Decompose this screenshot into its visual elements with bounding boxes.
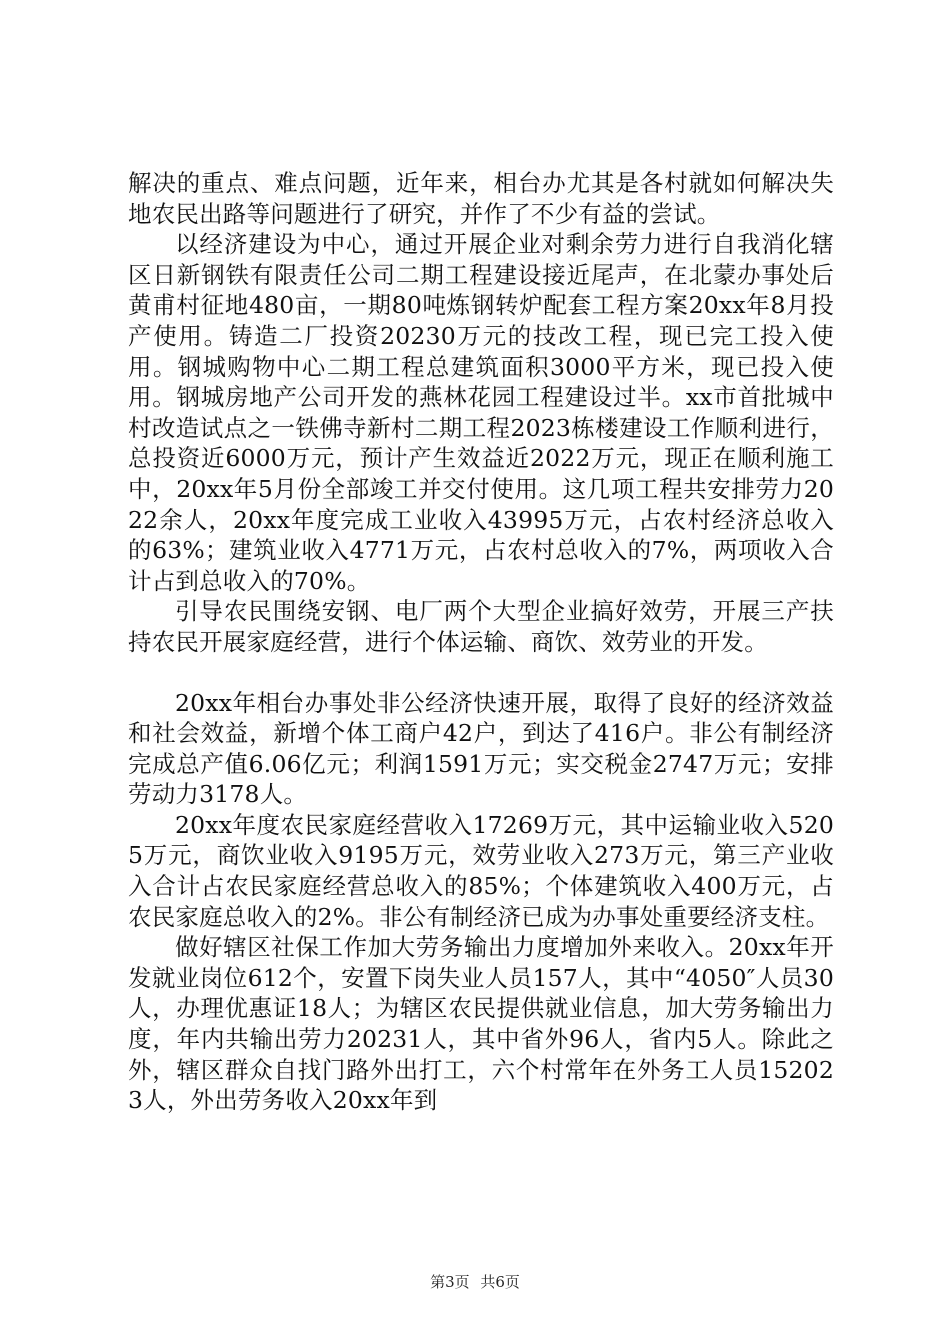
paragraph-economic-construction: 以经济建设为中心，通过开展企业对剩余劳力进行自我消化辖区日新钢铁有限责任公司二期工程建设接近尾声，在北蒙办事处后黄甫村征地480亩，一期80吨炼钢转炉配套工程方案20xx年8月投产使用。铸造二厂投资20230万元的技改工程，现已完工投入使用。钢城购物中心二期工程总建筑面积3000平方米，现已投入使用。钢城房地产公司开发的燕林花园工程建设过半。xx市首批城中村改造试点之一铁佛寺新村二期工程2023栋楼建设工作顺利进行，总投资近6000万元，预计产生效益近2022万元，现正在顺利施工中，20xx年5月份全部竣工并交付使用。这几项工程共安排劳力2022余人，20xx年度完成工业收入43995万元，占农村经济总收入的63%；建筑业收入4771万元，占农村总收入的7%，两项收入合计占到总收入的70%。 — [128, 230, 834, 595]
paragraph-gap — [128, 658, 834, 688]
page-footer — [0, 1271, 950, 1292]
paragraph-farmer-services: 引导农民围绕安钢、电厂两个大型企业搞好效劳，开展三产扶持农民开展家庭经营，进行个体运输、商饮、效劳业的开发。 — [128, 597, 834, 656]
paragraph-nonpublic-economy: 20xx年相台办事处非公经济快速开展，取得了良好的经济效益和社会效益，新增个体工商户42户，到达了416户。非公有制经济完成总产值6.06亿元；利润1591万元；实交税金2747万元；安排劳动力3178人。 — [128, 688, 834, 809]
page-number: 第3页 — [430, 1273, 470, 1291]
paragraph-continuation: 解决的重点、难点问题，近年来，相台办尤其是各村就如何解决失地农民出路等问题进行了研究，并作了不少有益的尝试。 — [128, 169, 834, 228]
document-body — [128, 168, 834, 1116]
paragraph-social-security: 做好辖区社保工作加大劳务输出力度增加外来收入。20xx年开发就业岗位612个，安置下岗失业人员157人，其中“4050″人员30人，办理优惠证18人；为辖区农民提供就业信息，加大劳务输出力度，年内共输出劳力20231人，其中省外96人，省内5人。除此之外，辖区群众自找门路外出打工，六个村常年在外务工人员152023人，外出劳务收入20xx年到 — [128, 933, 834, 1115]
paragraph-household-income: 20xx年度农民家庭经营收入17269万元，其中运输业收入5205万元，商饮业收入9195万元，效劳业收入273万元，第三产业收入合计占农民家庭经营总收入的85%；个体建筑收入400万元，占农民家庭总收入的2%。非公有制经济已成为办事处重要经济支柱。 — [128, 810, 834, 931]
page-total: 共6页 — [480, 1273, 520, 1291]
